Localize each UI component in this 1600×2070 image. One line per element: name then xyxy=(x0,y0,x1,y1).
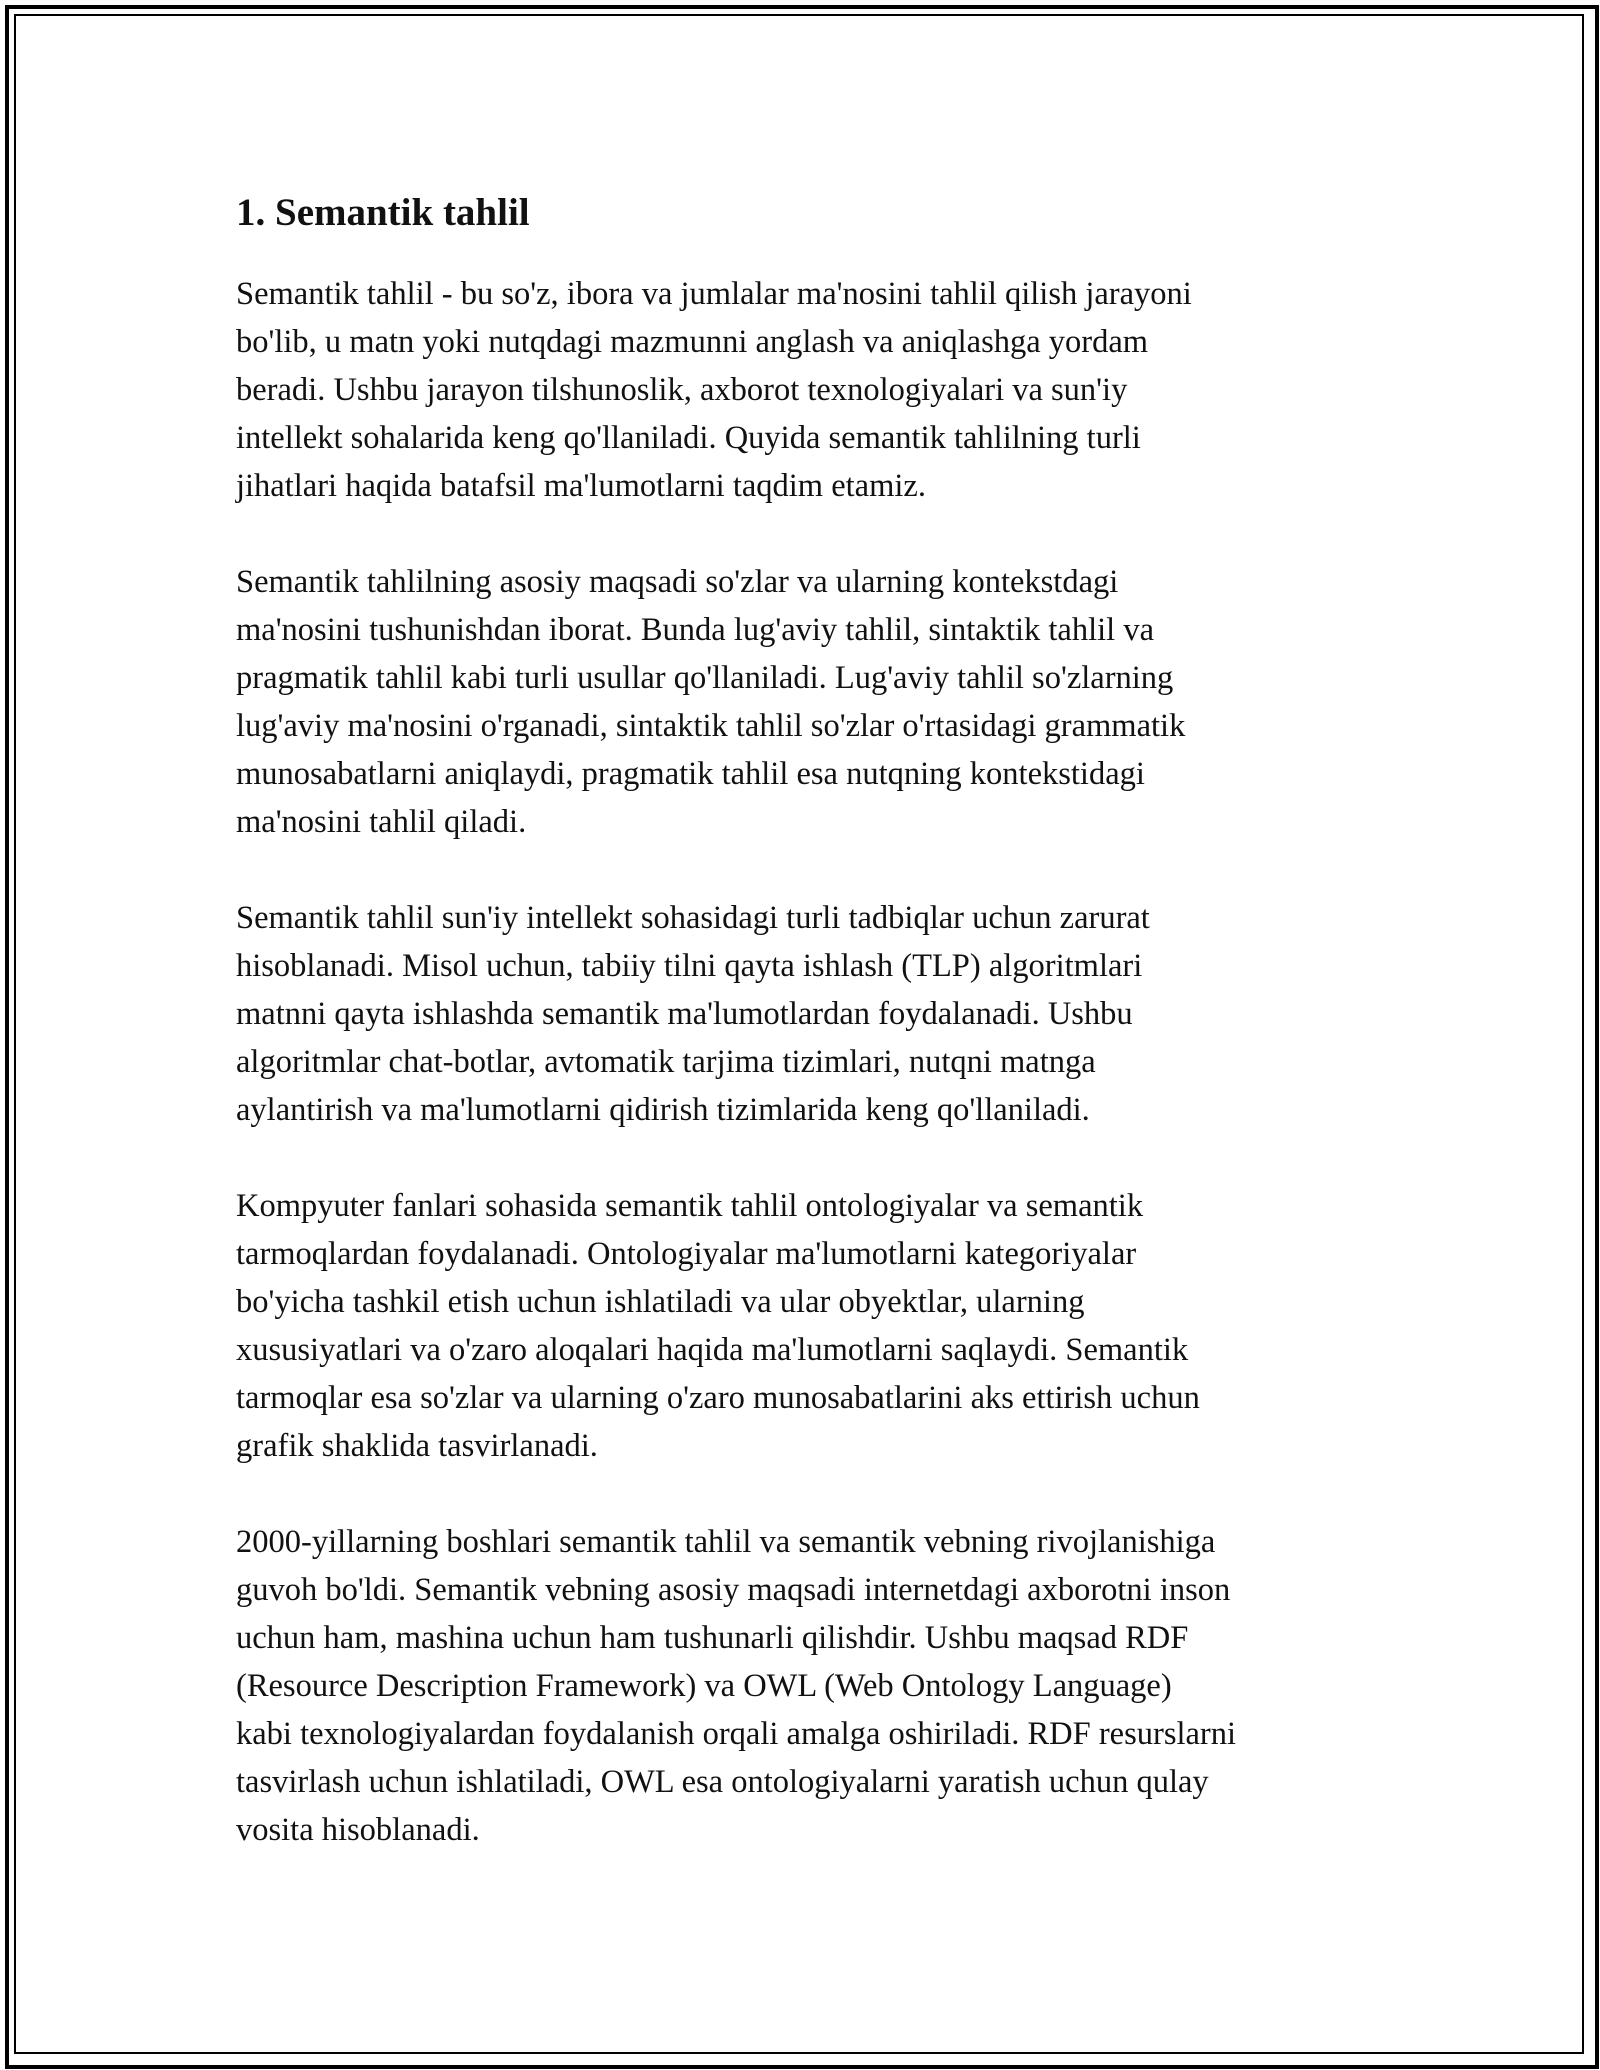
paragraph-line: Semantik tahlilning asosiy maqsadi so'zlar va ularning kontekstdagi xyxy=(236,564,1119,600)
paragraph-line: tarmoqlardan foydalanadi. Ontologiyalar ma'lumotlarni kategoriyalar xyxy=(236,1236,1137,1272)
paragraph-line: lug'aviy ma'nosini o'rganadi, sintaktik tahlil so'zlar o'rtasidagi grammatik xyxy=(236,708,1186,744)
paragraph-line: hisoblanadi. Misol uchun, tabiiy tilni qayta ishlash (TLP) algoritmlari xyxy=(236,948,1143,984)
section-title: 1. Semantik tahlil xyxy=(236,191,530,234)
paragraph-line: jihatlari haqida batafsil ma'lumotlarni taqdim etamiz. xyxy=(236,468,926,504)
paragraph-line: grafik shaklida tasvirlanadi. xyxy=(236,1428,598,1464)
paragraph-line: bo'lib, u matn yoki nutqdagi mazmunni anglash va aniqlashga yordam xyxy=(236,324,1149,360)
paragraph-line: munosabatlarni aniqlaydi, pragmatik tahlil esa nutqning kontekstidagi xyxy=(236,756,1145,792)
paragraph-line: pragmatik tahlil kabi turli usullar qo'llaniladi. Lug'aviy tahlil so'zlarning xyxy=(236,660,1174,696)
paragraph-1 xyxy=(236,270,1386,510)
paragraph-line: Kompyuter fanlari sohasida semantik tahlil ontologiyalar va semantik xyxy=(236,1188,1144,1224)
paragraph-line: vosita hisoblanadi. xyxy=(236,1812,480,1848)
paragraph-line: Semantik tahlil - bu so'z, ibora va jumlalar ma'nosini tahlil qilish jarayoni xyxy=(236,276,1192,312)
paragraph-line: aylantirish va ma'lumotlarni qidirish tizimlarida keng qo'llaniladi. xyxy=(236,1092,1090,1128)
paragraph-line: kabi texnologiyalardan foydalanish orqali amalga oshiriladi. RDF resurslarni xyxy=(236,1716,1237,1752)
paragraph-line: ma'nosini tahlil qiladi. xyxy=(236,804,527,840)
document-page xyxy=(236,190,1386,1902)
paragraph-line: xususiyatlari va o'zaro aloqalari haqida ma'lumotlarni saqlaydi. Semantik xyxy=(236,1332,1189,1368)
paragraph-line: beradi. Ushbu jarayon tilshunoslik, axborot texnologiyalari va sun'iy xyxy=(236,372,1128,408)
paragraph-5 xyxy=(236,1518,1386,1854)
paragraph-line: Semantik tahlil sun'iy intellekt sohasidagi turli tadbiqlar uchun zarurat xyxy=(236,900,1150,936)
paragraph-3 xyxy=(236,894,1386,1134)
paragraph-line: (Resource Description Framework) va OWL (Web Ontology Language) xyxy=(236,1668,1172,1704)
paragraph-line: tasvirlash uchun ishlatiladi, OWL esa ontologiyalarni yaratish uchun qulay xyxy=(236,1764,1209,1800)
paragraph-line: bo'yicha tashkil etish uchun ishlatiladi va ular obyektlar, ularning xyxy=(236,1284,1085,1320)
paragraph-line: ma'nosini tushunishdan iborat. Bunda lug'aviy tahlil, sintaktik tahlil va xyxy=(236,612,1154,648)
paragraph-line: algoritmlar chat-botlar, avtomatik tarjima tizimlari, nutqni matnga xyxy=(236,1044,1096,1080)
paragraph-4 xyxy=(236,1182,1386,1470)
paragraph-line: 2000-yillarning boshlari semantik tahlil va semantik vebning rivojlanishiga xyxy=(236,1524,1216,1560)
paragraph-line: matnni qayta ishlashda semantik ma'lumotlardan foydalanadi. Ushbu xyxy=(236,996,1133,1032)
paragraph-line: uchun ham, mashina uchun ham tushunarli qilishdir. Ushbu maqsad RDF xyxy=(236,1620,1189,1656)
paragraph-line: guvoh bo'ldi. Semantik vebning asosiy maqsadi internetdagi axborotni inson xyxy=(236,1572,1231,1608)
paragraph-line: intellekt sohalarida keng qo'llaniladi. Quyida semantik tahlilning turli xyxy=(236,420,1141,456)
paragraph-line: tarmoqlar esa so'zlar va ularning o'zaro munosabatlarini aks ettirish uchun xyxy=(236,1380,1200,1416)
paragraph-2 xyxy=(236,558,1386,846)
